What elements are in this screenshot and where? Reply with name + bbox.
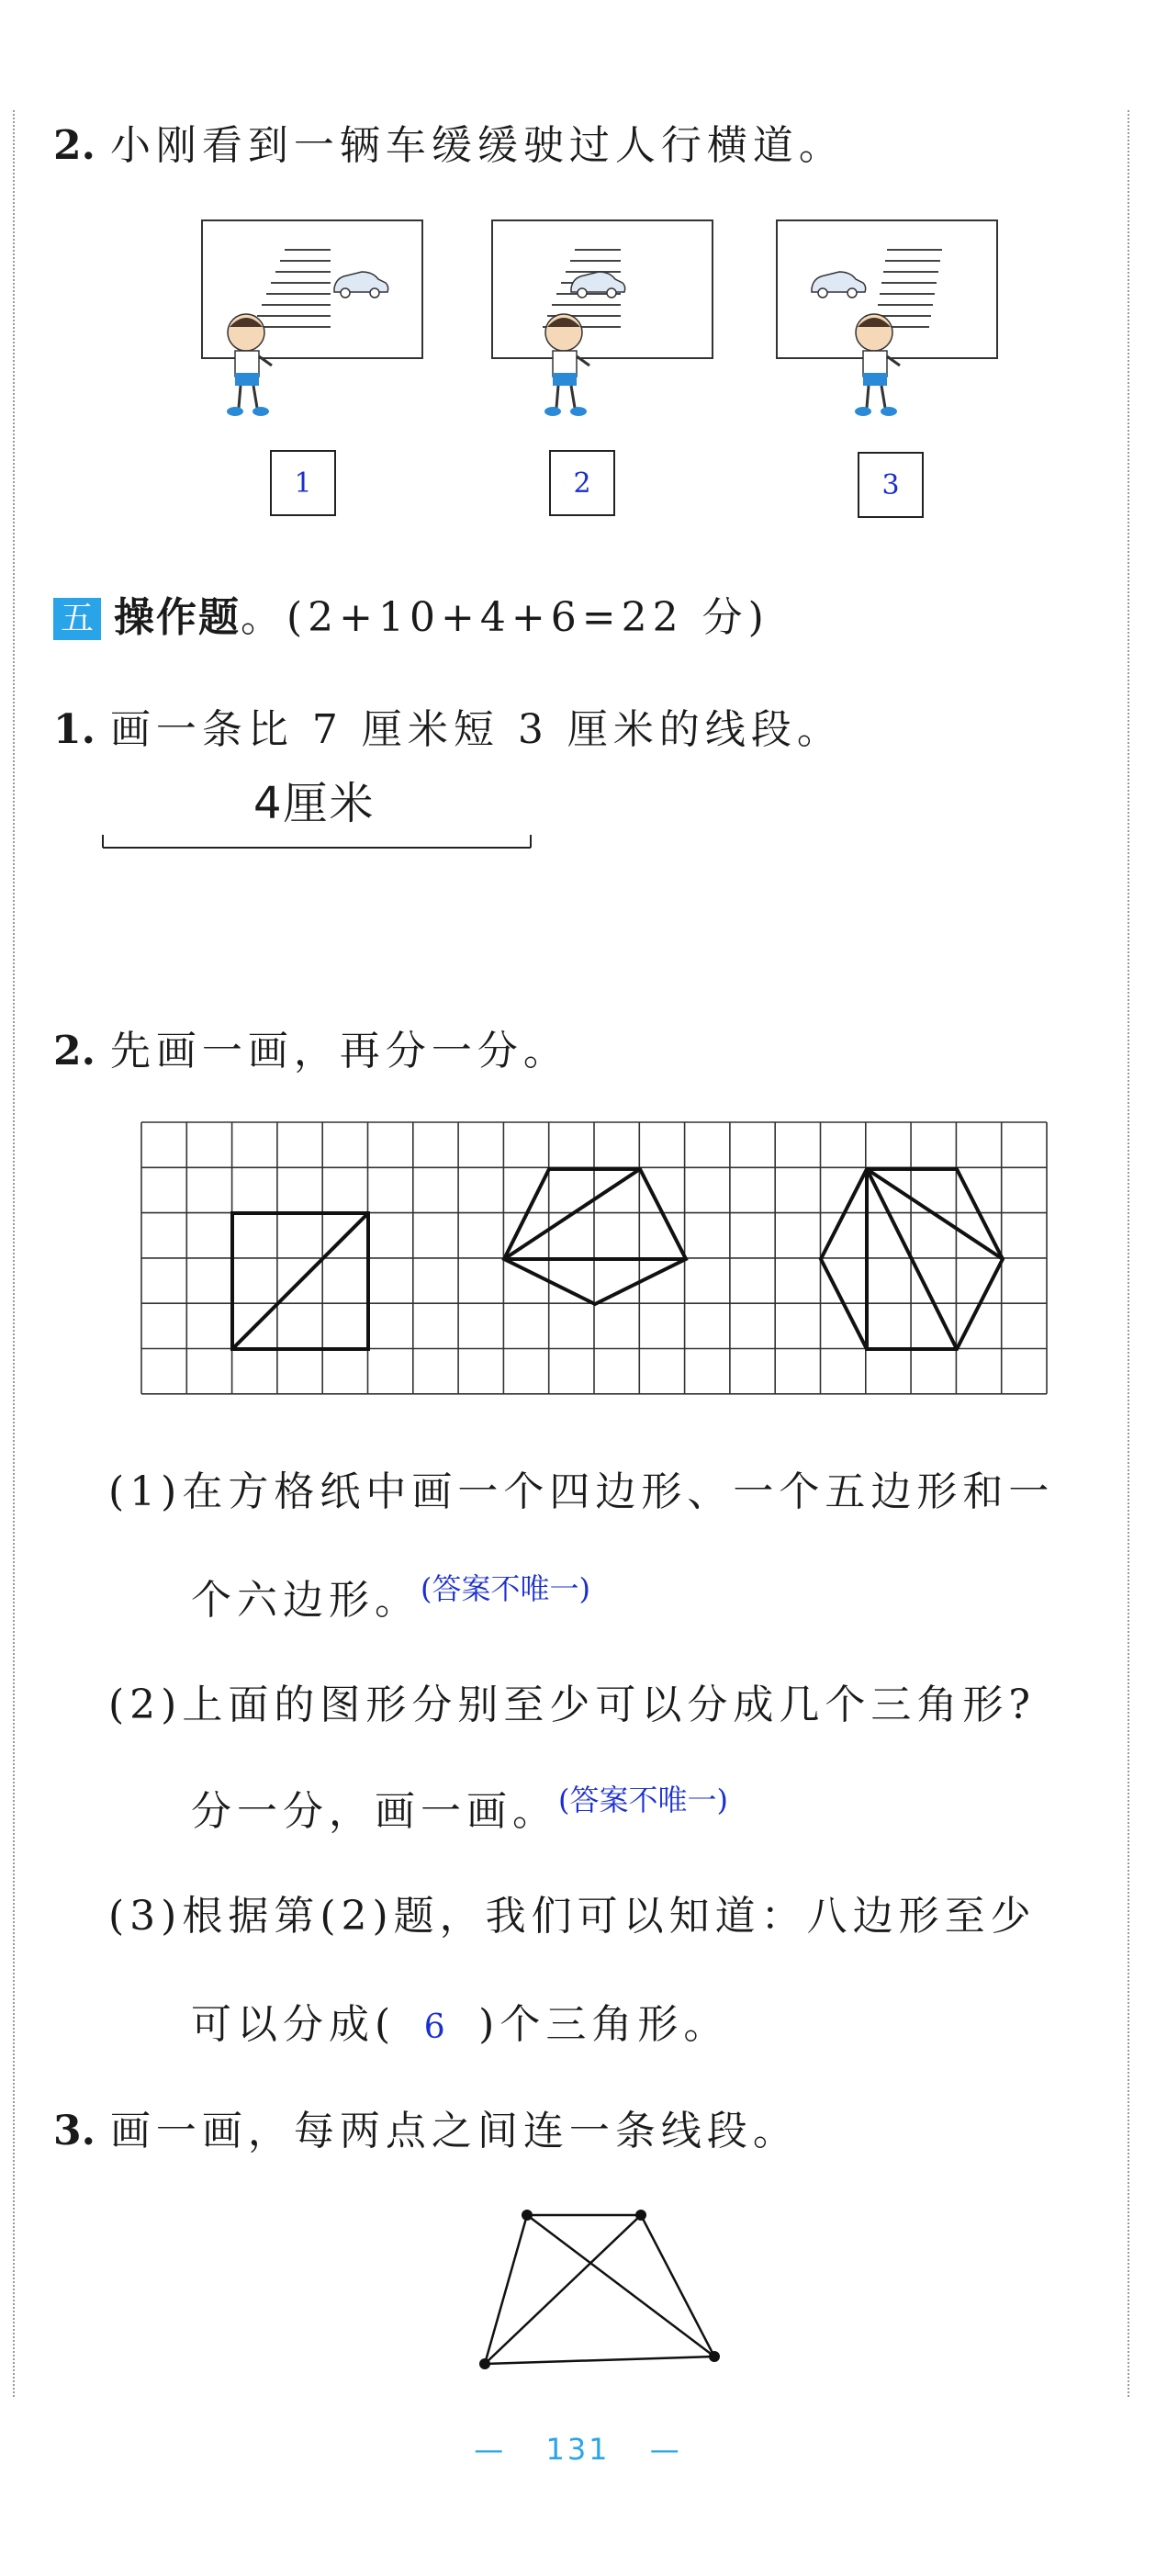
section-score: 。(2+10+4+6=22 分) xyxy=(241,594,769,641)
question-number: 2. xyxy=(53,1028,95,1074)
question-line-segment xyxy=(53,696,843,755)
answer-box-3[interactable]: 3 xyxy=(858,452,924,518)
question-text: 小刚看到一辆车缓缓驶过人行横道。 xyxy=(109,122,845,169)
sub-question-text: 在方格纸中画一个四边形、一个五边形和一 xyxy=(182,1468,1055,1515)
four-points-figure xyxy=(468,2195,735,2379)
question-draw-divide xyxy=(53,1018,569,1076)
question-text: 画一画，每两点之间连一条线段。 xyxy=(109,2108,799,2154)
answer-box-1[interactable]: 1 xyxy=(270,450,336,516)
sub-question-text: 可以分成( xyxy=(191,2001,397,2048)
sub-question-2-line-2 xyxy=(191,1778,728,1837)
left-dotted-border xyxy=(13,110,15,2397)
drawn-line-segment xyxy=(99,831,536,853)
scene-2 xyxy=(492,220,713,416)
sub-question-text: 个六边形。 xyxy=(191,1577,421,1624)
question-number: 3. xyxy=(53,2108,95,2154)
sub-question-3-line-2 xyxy=(191,1991,729,2050)
sub-question-text: 上面的图形分别至少可以分成几个三角形? xyxy=(182,1682,1036,1728)
question-text: 先画一画，再分一分。 xyxy=(109,1028,569,1074)
answer-blank[interactable]: 6 xyxy=(423,2008,451,2046)
sub-question-text: )个三角形。 xyxy=(478,2001,730,2048)
segment-length-label: 4厘米 xyxy=(253,778,376,829)
hexagon-shape xyxy=(821,1169,1003,1349)
answer-box-2[interactable]: 2 xyxy=(549,450,615,516)
pentagon-shape xyxy=(504,1169,686,1304)
sub-question-3-line-1 xyxy=(108,1883,1037,1941)
sub-question-1-line-2 xyxy=(191,1567,590,1625)
scene-1 xyxy=(202,220,422,416)
sub-question-label: (1) xyxy=(108,1468,183,1515)
section-number-icon: 五 xyxy=(53,598,101,640)
question-car xyxy=(53,112,845,171)
answer-note: (答案不唯一) xyxy=(558,1783,728,1817)
sub-question-label: (3) xyxy=(108,1893,183,1940)
question-text: 画一条比 7 厘米短 3 厘米的线段。 xyxy=(109,706,843,753)
quadrilateral-shape xyxy=(232,1213,368,1349)
car-scenes-illustration xyxy=(193,211,1001,432)
grid-paper-shapes xyxy=(138,1119,1050,1396)
sub-question-label: (2) xyxy=(108,1682,183,1728)
question-number: 1. xyxy=(53,706,95,753)
section-title: 操作题 xyxy=(114,594,241,641)
page-footer xyxy=(0,2432,1156,2467)
question-connect-points xyxy=(53,2098,799,2156)
sub-question-text: 根据第(2)题，我们可以知道：八边形至少 xyxy=(182,1893,1037,1940)
footer-dash: — xyxy=(474,2432,507,2467)
question-number: 2. xyxy=(53,122,95,169)
sub-question-text: 分一分，画一画。 xyxy=(191,1788,558,1835)
scene-3 xyxy=(777,220,997,416)
right-dotted-border xyxy=(1128,110,1129,2397)
section-header xyxy=(53,584,769,643)
sub-question-2-line-1 xyxy=(108,1671,1036,1730)
sub-question-1-line-1 xyxy=(108,1458,1054,1517)
footer-dash: — xyxy=(649,2432,682,2467)
page-number: 131 xyxy=(545,2432,611,2467)
answer-note: (答案不唯一) xyxy=(421,1571,590,1606)
